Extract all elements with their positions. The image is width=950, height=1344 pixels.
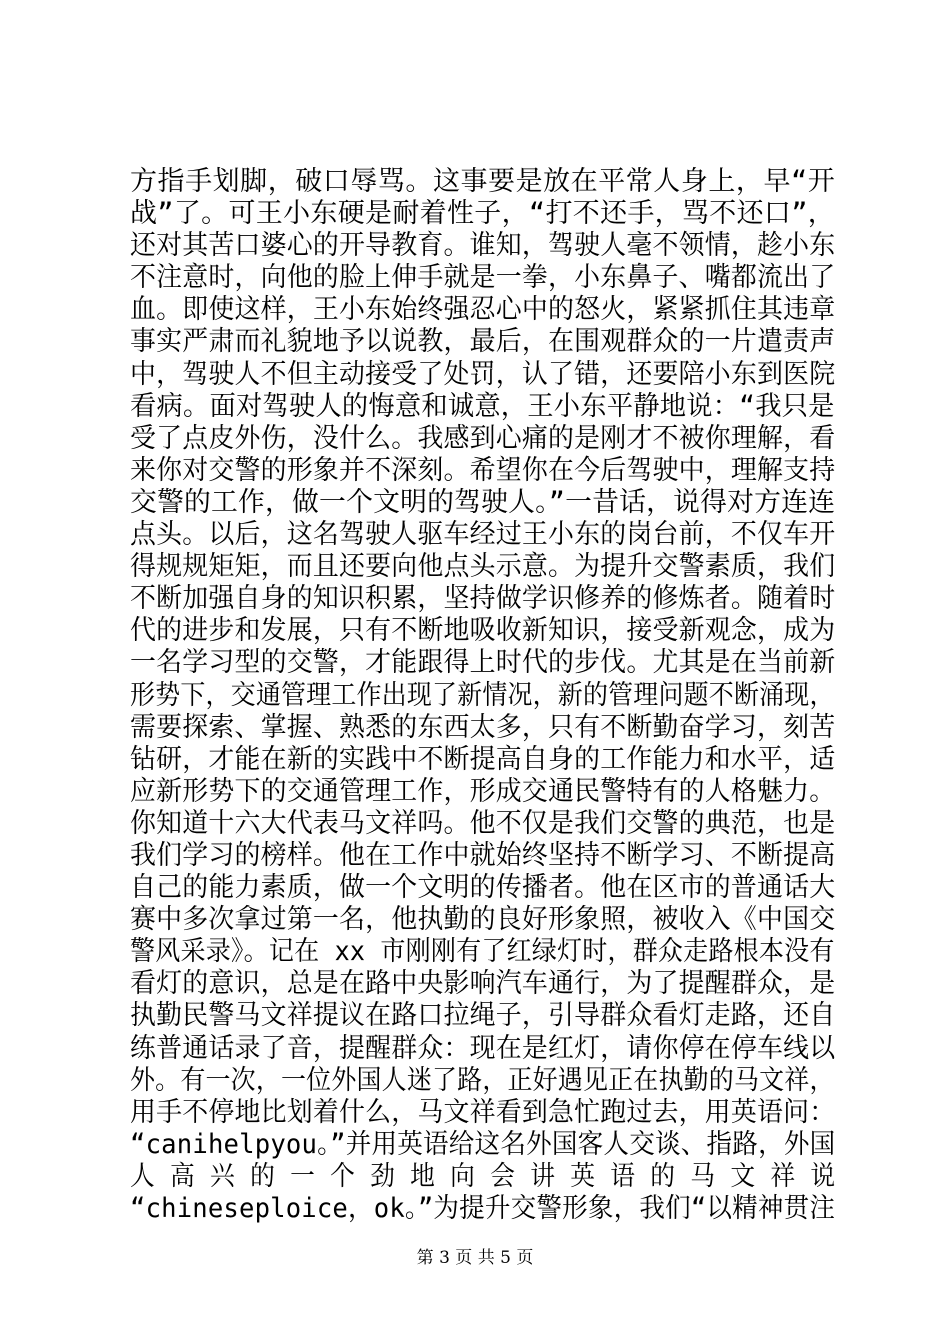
text-line: 钻研，才能在新的实践中不断提高自身的工作能力和水平，适 [130, 743, 836, 775]
text-line: 警风采录》。记在 xx 市刚刚有了红绿灯时，群众走路根本没有 [130, 936, 835, 968]
text-line: 外。有一次，一位外国人迷了路，正好遇见正在执勤的马文祥， [130, 1064, 835, 1096]
text-line: 需要探索、掌握、熟悉的东西太多，只有不断勤奋学习，刻苦 [130, 711, 836, 743]
text-line: 我们学习的榜样。他在工作中就始终坚持不断学习、不断提高 [130, 839, 836, 871]
text-line: 血。即使这样，王小东始终强忍心中的怒火，紧紧抓住其违章 [130, 294, 836, 326]
text-line: 点头。以后，这名驾驶人驱车经过王小东的岗台前，不仅车开 [130, 519, 836, 551]
text-line: 事实严肃而礼貌地予以说教，最后，在围观群众的一片遣责声 [130, 326, 836, 358]
text-line: 执勤民警马文祥提议在路口拉绳子，引导群众看灯走路，还自 [130, 1000, 836, 1032]
text-line: 练普通话录了音，提醒群众：现在是红灯，请你停在停车线以 [130, 1032, 836, 1064]
text-line: 人 高 兴 的 一 个 劲 地 向 会 讲 英 语 的 马 文 祥 说 [130, 1160, 836, 1192]
text-line: 形势下，交通管理工作出现了新情况，新的管理问题不断涌现， [130, 679, 835, 711]
text-line: “canihelpyou。”并用英语给这名外国客人交谈、指路，外国 [130, 1128, 836, 1160]
text-line: 用手不停地比划着什么，马文祥看到急忙跑过去，用英语问： [130, 1096, 836, 1128]
text-line: 还对其苦口婆心的开导教育。谁知，驾驶人毫不领情，趁小东 [130, 230, 836, 262]
text-line: 交警的工作，做一个文明的驾驶人。”一昔话，说得对方连连 [130, 486, 836, 518]
body-text [130, 166, 835, 1225]
text-line: 不注意时，向他的脸上伸手就是一拳，小东鼻子、嘴都流出了 [130, 262, 836, 294]
text-line: 看病。面对驾驶人的悔意和诚意，王小东平静地说：“我只是 [130, 390, 835, 422]
text-line: 战”了。可王小东硬是耐着性子，“打不还手，骂不还口”， [130, 198, 835, 230]
text-line: 来你对交警的形象并不深刻。希望你在今后驾驶中，理解支持 [130, 454, 836, 486]
page-footer: 第 3 页 共 5 页 [416, 1248, 534, 1268]
text-line: 不断加强自身的知识积累，坚持做学识修养的修炼者。随着时 [130, 583, 836, 615]
text-line: 方指手划脚，破口辱骂。这事要是放在平常人身上，早“开 [130, 166, 835, 197]
text-line: 得规规矩矩，而且还要向他点头示意。为提升交警素质，我们 [130, 551, 836, 583]
text-line: 中，驾驶人不但主动接受了处罚，认了错，还要陪小东到医院 [130, 358, 836, 390]
text-line: 一名学习型的交警，才能跟得上时代的步伐。尤其是在当前新 [130, 647, 836, 679]
text-line: 你知道十六大代表马文祥吗。他不仅是我们交警的典范，也是 [130, 807, 836, 839]
text-line: 看灯的意识，总是在路中央影响汽车通行，为了提醒群众，是 [130, 968, 836, 1000]
text-line: 代的进步和发展，只有不断地吸收新知识，接受新观念，成为 [130, 615, 836, 647]
text-line: “chineseploice，ok。”为提升交警形象，我们“以精神贯注 [130, 1193, 836, 1224]
text-line: 自己的能力素质，做一个文明的传播者。他在区市的普通话大 [130, 872, 836, 904]
text-line: 赛中多次拿过第一名，他执勤的良好形象照，被收入《中国交 [130, 904, 836, 936]
text-line: 受了点皮外伤，没什么。我感到心痛的是刚才不被你理解，看 [130, 422, 836, 454]
text-line: 应新形势下的交通管理工作，形成交通民警特有的人格魅力。 [130, 775, 836, 807]
